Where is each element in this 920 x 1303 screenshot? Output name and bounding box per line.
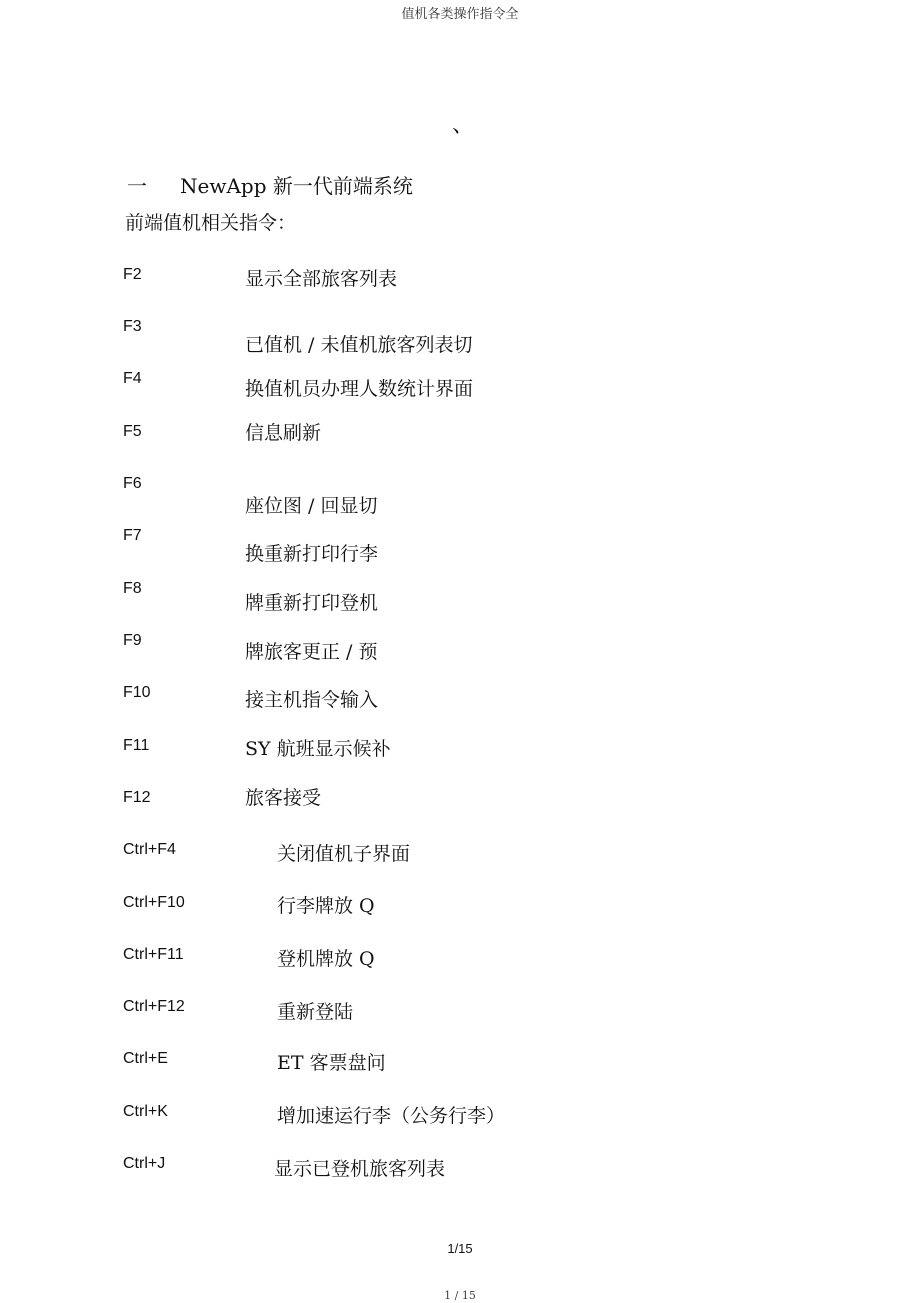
command-key: Ctrl+F11 [123,946,184,963]
subtitle: 前端值机相关指令： [125,212,297,234]
command-key: Ctrl+K [123,1103,168,1120]
command-description: 换重新打印行李 [245,543,379,565]
command-description: 关闭值机子界面 [277,843,411,865]
section-number: 一 [127,174,147,198]
command-description: ET 客票盘问 [277,1052,386,1074]
command-key: F10 [123,684,151,701]
command-description: 信息刷新 [245,422,322,444]
command-key: Ctrl+F4 [123,841,176,858]
command-key: F6 [123,475,142,492]
command-key: Ctrl+F10 [123,894,185,911]
command-description: 增加速运行李（公务行李） [277,1105,506,1127]
command-description: 座位图 / 回显切 [245,495,378,517]
command-key: F4 [123,370,142,387]
command-description: 重新登陆 [277,1001,354,1023]
command-description: 登机牌放 Q [277,948,375,970]
command-key: F3 [123,318,142,335]
command-key: F5 [123,423,142,440]
command-description: 接主机指令输入 [245,689,379,711]
command-key: F7 [123,527,142,544]
command-description: 牌旅客更正 / 预 [245,641,378,663]
section-title: NewApp 新一代前端系统 [180,174,413,198]
command-description: 显示已登机旅客列表 [274,1158,446,1180]
command-description: 换值机员办理人数统计界面 [245,378,474,400]
command-description: 已值机 / 未值机旅客列表切 [245,334,473,356]
command-key: Ctrl+E [123,1050,168,1067]
document-header: 值机各类操作指令全 [401,7,519,22]
command-key: F12 [123,789,151,806]
command-key: F8 [123,580,142,597]
footer-page-number: 1 / 15 [444,1289,476,1302]
command-key: Ctrl+F12 [123,998,185,1015]
command-key: F9 [123,632,142,649]
punctuation-mark: 、 [452,113,475,138]
command-description: SY 航班显示候补 [245,738,391,760]
command-description: 显示全部旅客列表 [245,268,398,290]
command-description: 行李牌放 Q [277,895,375,917]
command-key: F2 [123,266,142,283]
command-key: F11 [123,737,150,754]
command-description: 旅客接受 [245,787,322,809]
command-key: Ctrl+J [123,1155,166,1172]
command-description: 牌重新打印登机 [245,592,379,614]
page-number: 1/15 [447,1241,473,1256]
